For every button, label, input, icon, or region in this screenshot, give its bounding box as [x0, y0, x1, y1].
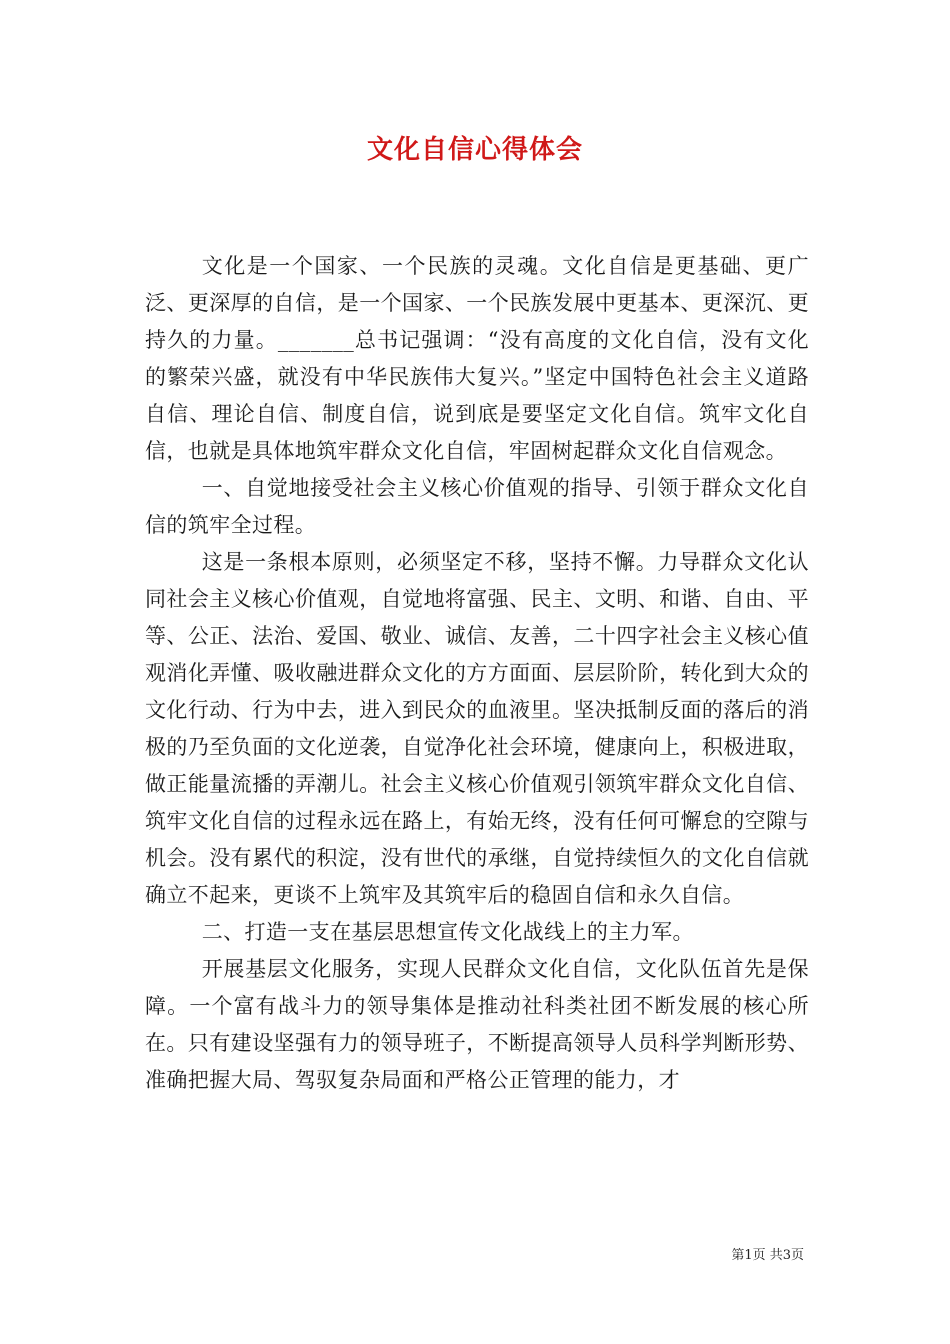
- heading-section-2: 二、打造一支在基层思想宣传文化战线上的主力军。: [201, 920, 694, 944]
- heading-section-1: 一、自觉地接受社会主义核心价值观的指导、引领于群众文化自信的筑牢全过程。: [145, 476, 809, 537]
- page-number-footer: 第1页 共3页: [731, 1248, 804, 1263]
- document-body: [145, 248, 809, 1099]
- paragraph-section-2: 开展基层文化服务，实现人民群众文化自信，文化队伍首先是保障。一个富有战斗力的领导集体是推动社科类社团不断发展的核心所在。只有建设坚强有力的领导班子，不断提高领导人员科学判断形势、准确把握大局、驾驭复杂局面和严格公正管理的能力，才: [145, 957, 809, 1092]
- document-title: 文化自信心得体会: [366, 135, 583, 165]
- paragraph-intro: 文化是一个国家、一个民族的灵魂。文化自信是更基础、更广泛、更深厚的自信，是一个国家、一个民族发展中更基本、更深沉、更持久的力量。_______总书记强调：“没有高度的文化自信，没有文化的繁荣兴盛，就没有中华民族伟大复兴。”坚定中国特色社会主义道路自信、理论自信、制度自信，说到底是要坚定文化自信。筑牢文化自信，也就是具体地筑牢群众文化自信，牢固树起群众文化自信观念。: [145, 254, 809, 463]
- paragraph-section-1: 这是一条根本原则，必须坚定不移，坚持不懈。力导群众文化认同社会主义核心价值观，自觉地将富强、民主、文明、和谐、自由、平等、公正、法治、爱国、敬业、诚信、友善，二十四字社会主义核心值观消化弄懂、吸收融进群众文化的方方面面、层层阶阶，转化到大众的文化行动、行为中去，进入到民众的血液里。坚决抵制反面的落后的消极的乃至负面的文化逆袭，自觉净化社会环境，健康向上，积极进取，做正能量流播的弄潮儿。社会主义核心价值观引领筑牢群众文化自信、筑牢文化自信的过程永远在路上，有始无终，没有任何可懈怠的空隙与机会。没有累代的积淀，没有世代的承继，自觉持续恒久的文化自信就确立不起来，更谈不上筑牢及其筑牢后的稳固自信和永久自信。: [145, 550, 809, 907]
